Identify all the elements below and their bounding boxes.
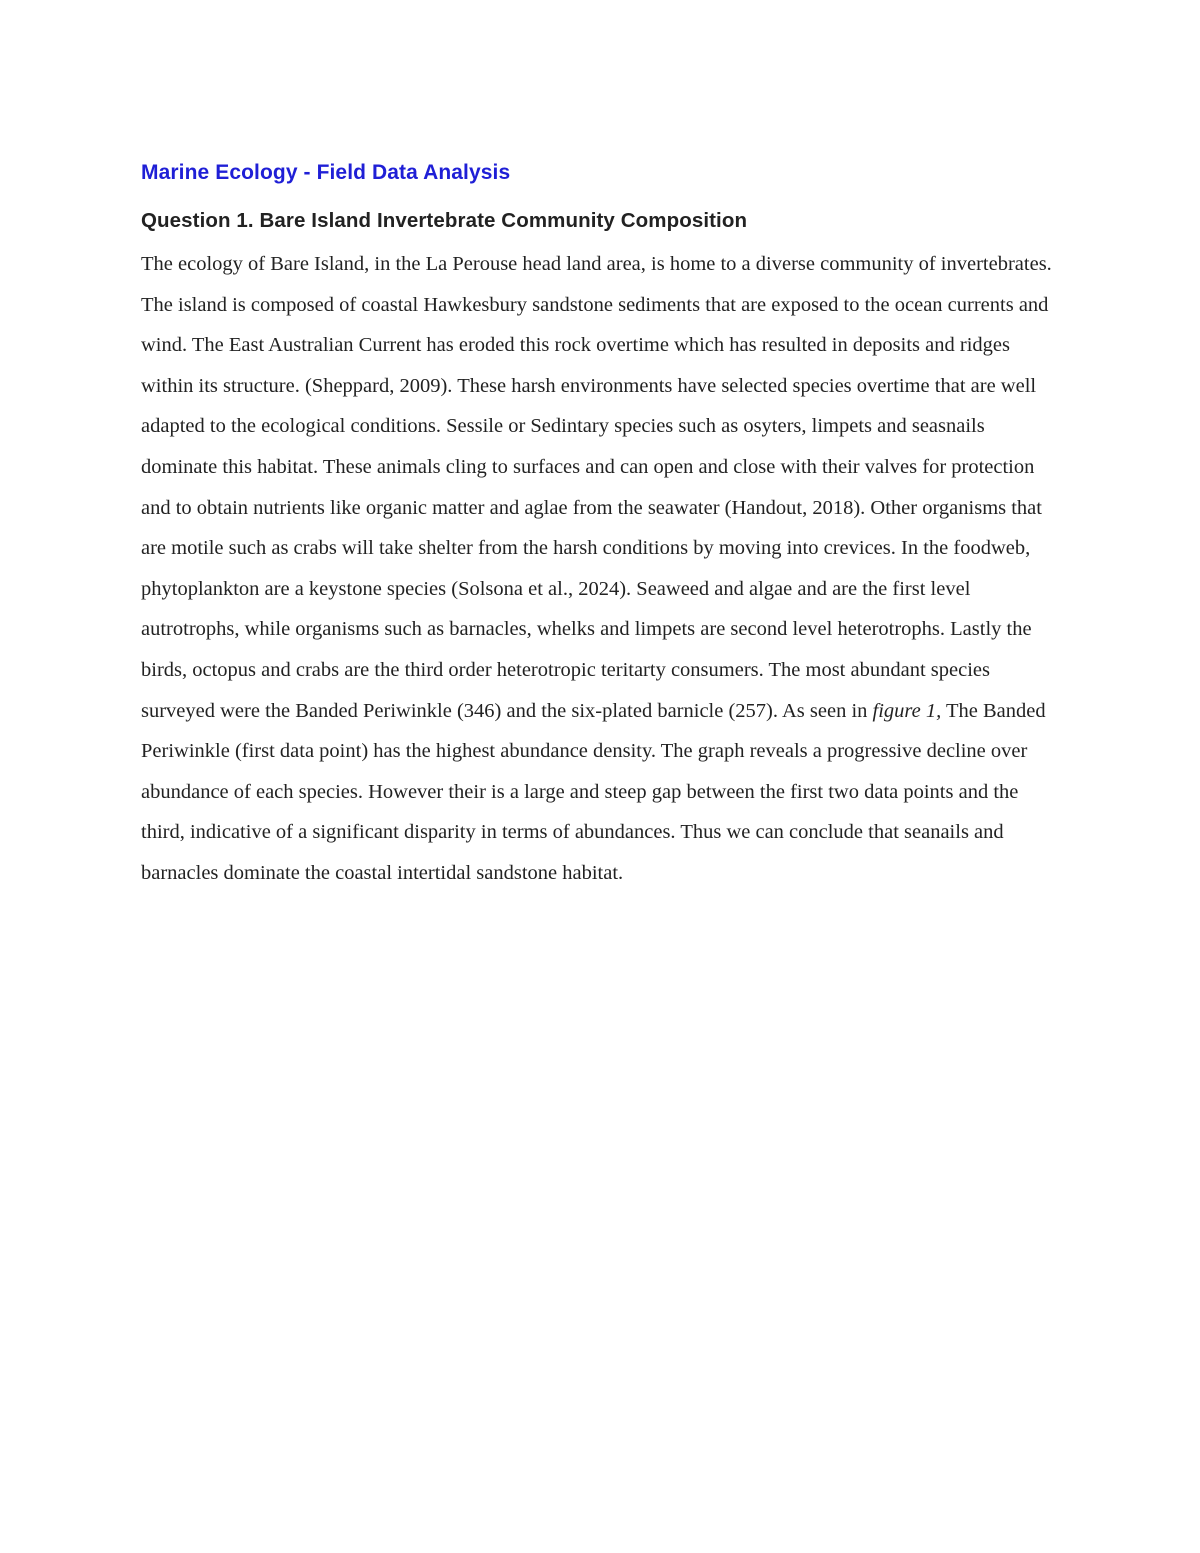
figure-reference: figure 1, (872, 699, 942, 722)
document-title: Marine Ecology - Field Data Analysis (141, 161, 511, 184)
document-content (141, 158, 1061, 894)
paragraph-text-part2: The Banded Periwinkle (first data point) has the highest abundance density. The graph reveals a progressive decline over abundance of each species. However their is a large and steep gap between the first two data points and the third, indicative of a significant disparity in terms of abundances. Thus we can conclude that seanails and barnacles dominate the coastal intertidal sandstone habitat. (141, 699, 1046, 884)
paragraph-text-part1: The ecology of Bare Island, in the La Perouse head land area, is home to a diverse community of invertebrates. The island is composed of coastal Hawkesbury sandstone sediments that are exposed to the ocean currents and wind. The East Australian Current has eroded this rock overtime which has resulted in deposits and ridges within its structure. (Sheppard, 2009). These harsh environments have selected species overtime that are well adapted to the ecological conditions. Sessile or Sedintary species such as osyters, limpets and seasnails dominate this habitat. These animals cling to surfaces and can open and close with their valves for protection and to obtain nutrients like organic matter and aglae from the seawater (Handout, 2018). Other organisms that are motile such as crabs will take shelter from the harsh conditions by moving into crevices. In the foodweb, phytoplankton are a keystone species (Solsona et al., 2024). Seaweed and algae and are the first level autrotrophs, while organisms such as barnacles, whelks and limpets are second level heterotrophs. Lastly the birds, octopus and crabs are the third order heterotropic teritarty consumers. The most abundant species surveyed were the Banded Periwinkle (346) and the six-plated barnicle (257). As seen in (141, 253, 1052, 722)
body-paragraph (141, 244, 1061, 894)
question-heading: Question 1. Bare Island Invertebrate Community Composition (141, 209, 748, 232)
